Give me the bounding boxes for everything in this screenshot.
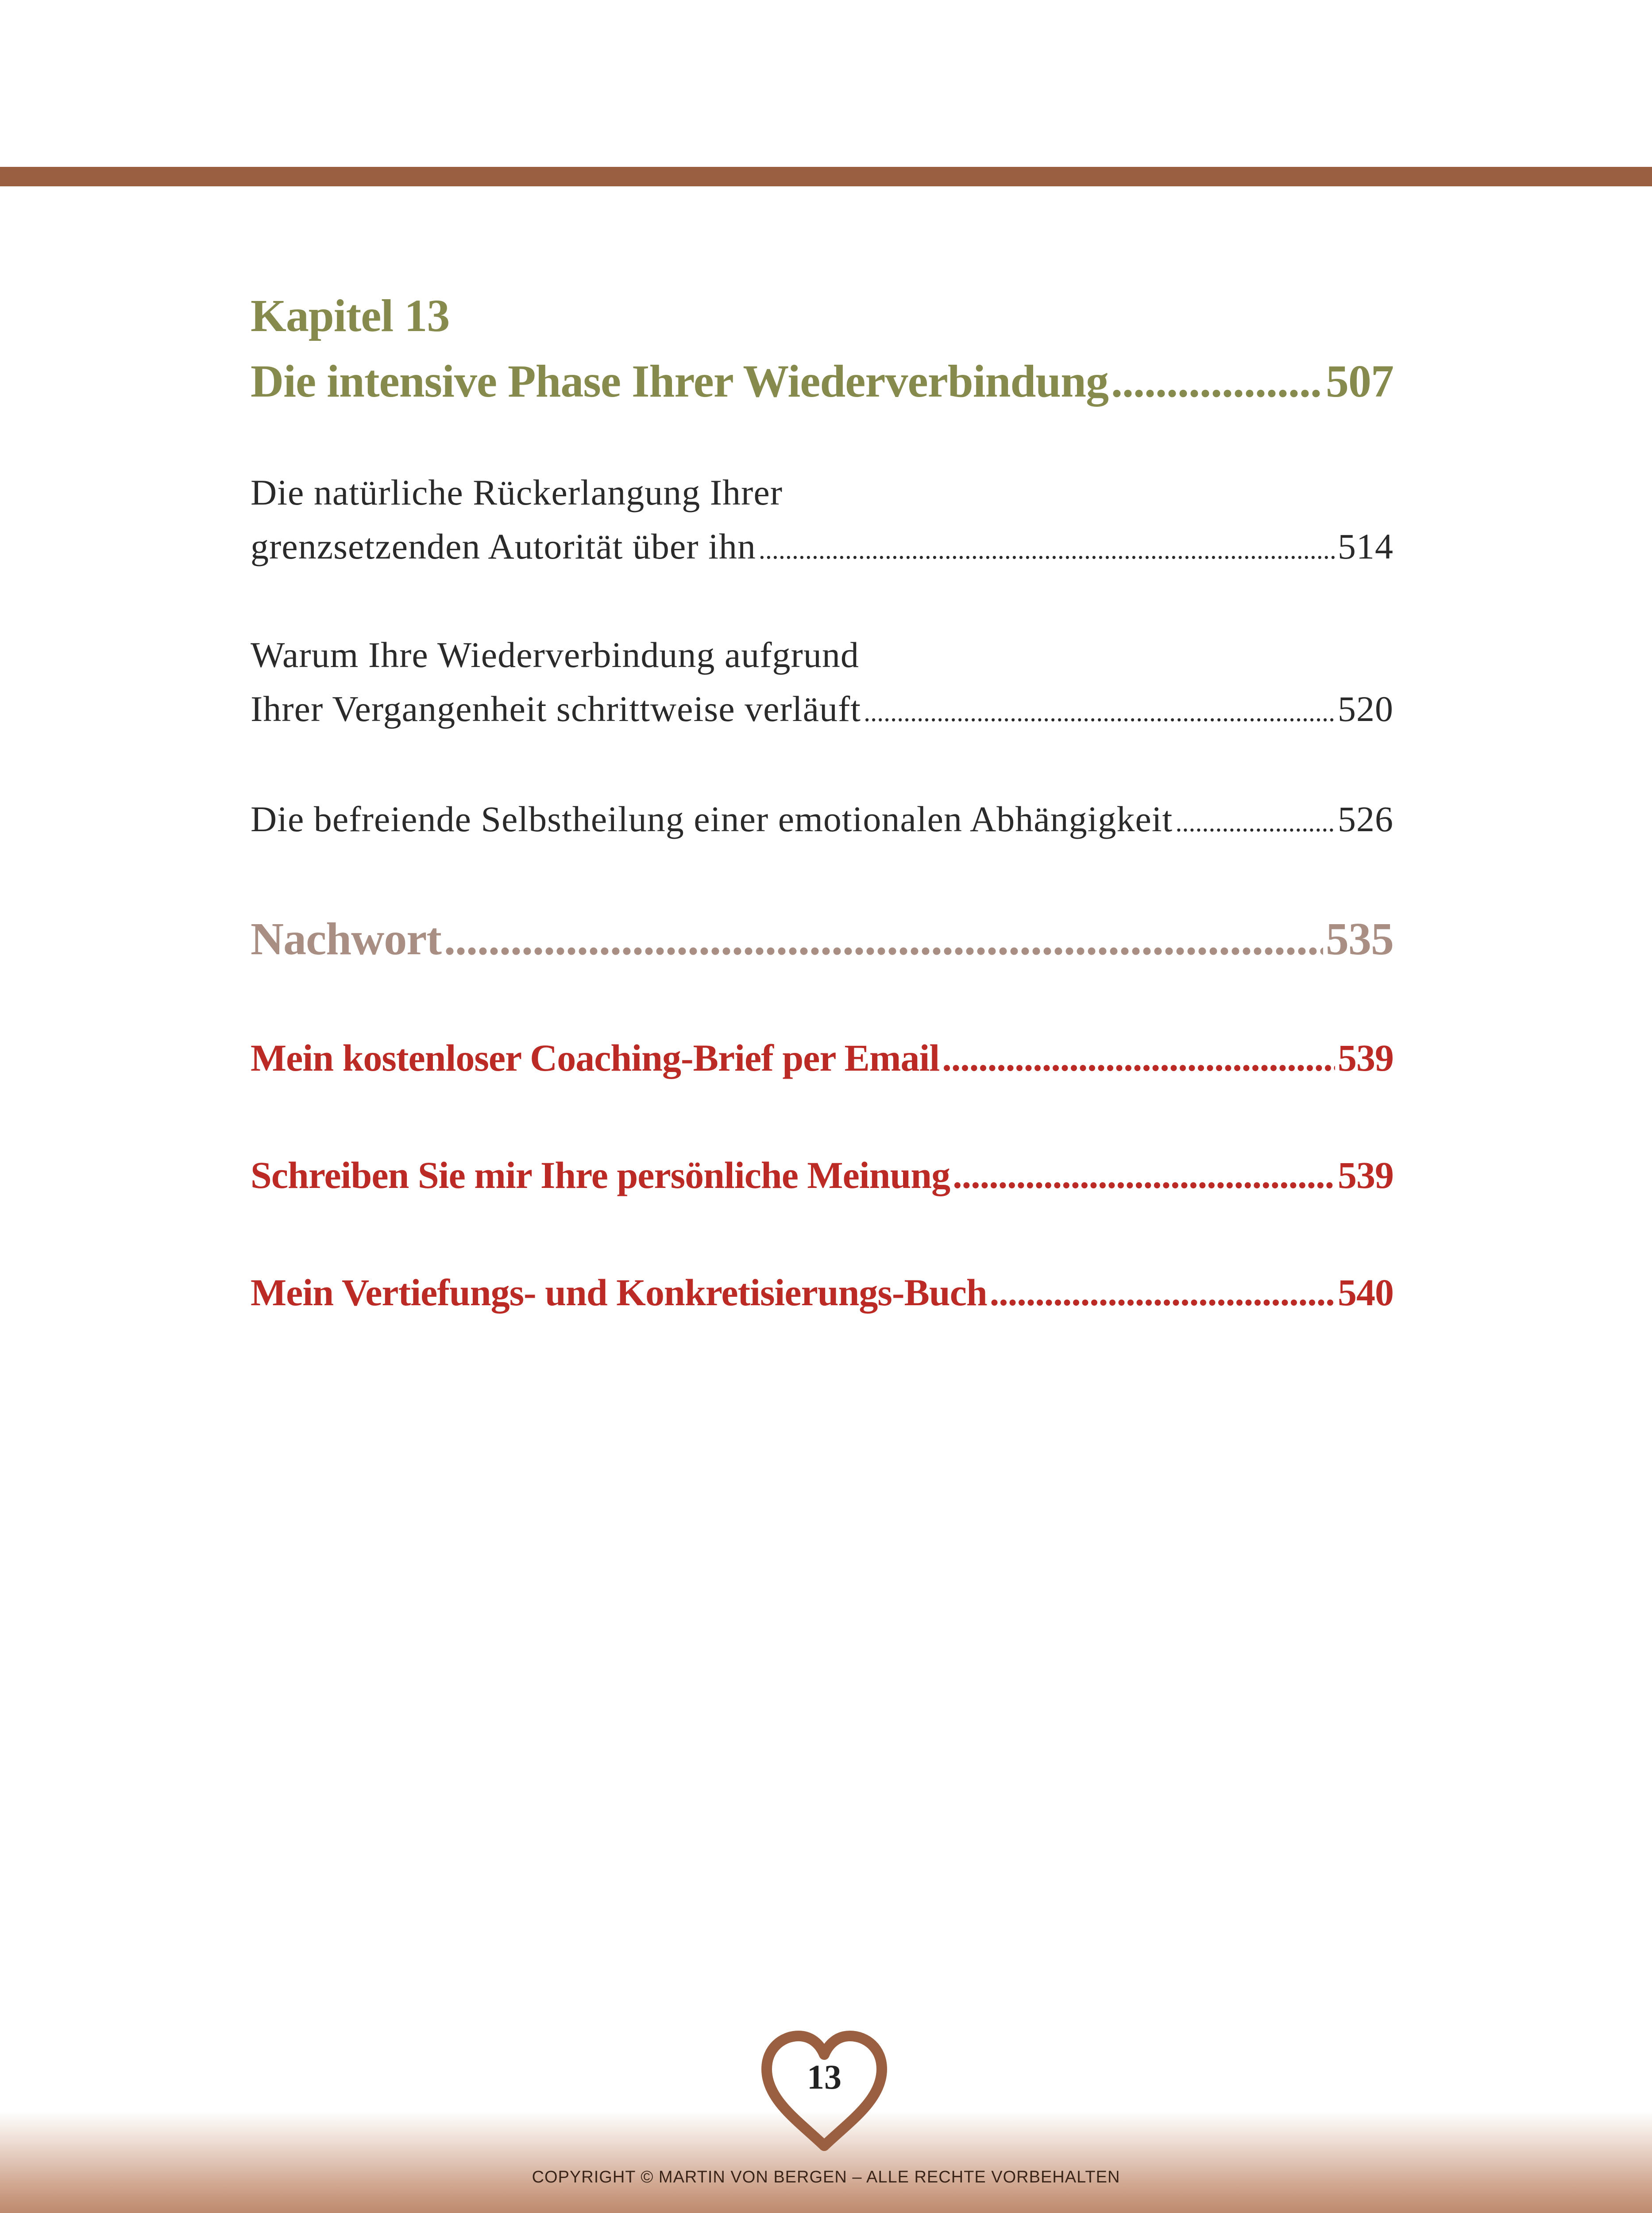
leader-dots <box>444 908 1323 970</box>
section-title: Die befreiende Selbstheilung einer emotionalen Abhängigkeit <box>251 799 1173 839</box>
toc-chapter-13[interactable] <box>251 283 1393 414</box>
chapter-label: Kapitel 13 <box>251 290 450 341</box>
section-title-line1: Die natürliche Rückerlangung Ihrer <box>251 472 783 513</box>
nachwort-title: Nachwort <box>251 914 442 964</box>
toc-extra-meinung[interactable] <box>251 1149 1393 1202</box>
page-number: 535 <box>1326 914 1393 964</box>
page-number: 540 <box>1338 1271 1393 1314</box>
page-number: 514 <box>1338 526 1393 567</box>
section-title-line2: grenzsetzenden Autorität über ihn <box>251 526 756 567</box>
toc-extra-coaching-brief[interactable] <box>251 1031 1393 1084</box>
leader-dots <box>1175 795 1335 849</box>
chapter-title: Die intensive Phase Ihrer Wiederverbindung <box>251 356 1108 407</box>
leader-dots <box>942 1031 1335 1084</box>
leader-dots <box>759 523 1335 577</box>
toc-section[interactable] <box>251 628 1393 739</box>
extra-title: Schreiben Sie mir Ihre persönliche Meinung <box>251 1154 950 1196</box>
leader-dots <box>990 1266 1335 1319</box>
leader-dots <box>864 685 1335 739</box>
toc-section[interactable] <box>251 466 1393 577</box>
page-number: 539 <box>1338 1154 1393 1196</box>
top-rule <box>0 167 1652 186</box>
section-title-line1: Warum Ihre Wiederverbindung aufgrund <box>251 635 859 675</box>
extra-title: Mein Vertiefungs- und Konkretisierungs-Buch <box>251 1271 987 1314</box>
section-title-line2: Ihrer Vergangenheit schrittweise verläuft <box>251 689 861 729</box>
toc-nachwort[interactable] <box>251 908 1393 970</box>
toc-section[interactable] <box>251 792 1393 849</box>
extra-title: Mein kostenloser Coaching-Brief per Email <box>251 1037 940 1079</box>
page-number: 539 <box>1338 1037 1393 1079</box>
leader-dots <box>1111 349 1323 414</box>
page-number: 520 <box>1338 689 1393 729</box>
leader-dots <box>953 1149 1335 1202</box>
page-number: 507 <box>1326 356 1393 407</box>
toc-extra-vertiefungs-buch[interactable] <box>251 1266 1393 1319</box>
copyright-notice: COPYRIGHT © MARTIN VON BERGEN – ALLE RECHTE VORBEHALTEN <box>532 2168 1120 2186</box>
footer-page-number: 13 <box>807 2058 841 2096</box>
page-number: 526 <box>1338 799 1393 839</box>
